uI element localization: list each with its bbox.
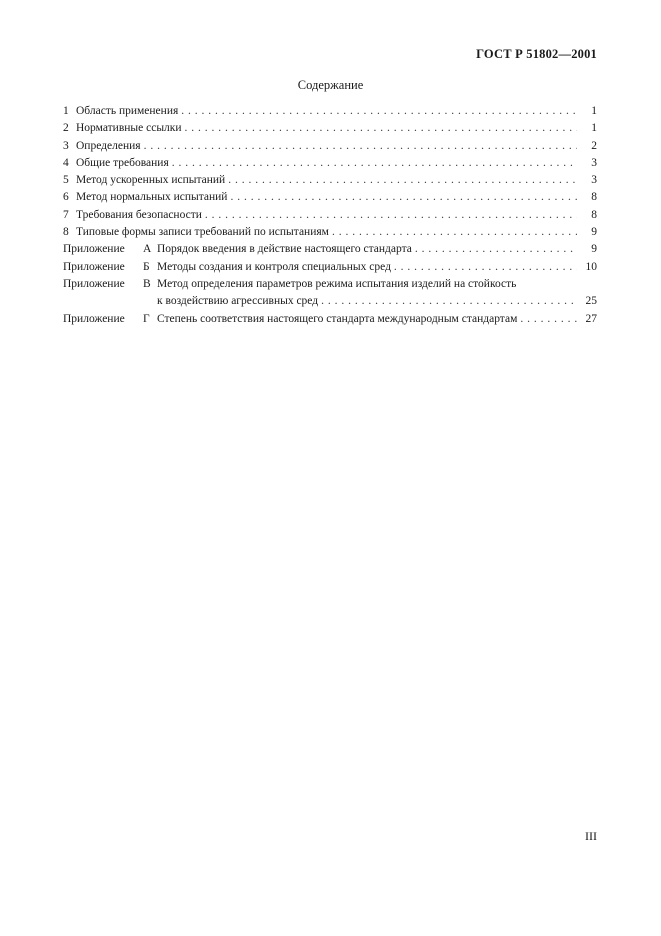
page-number: III	[585, 829, 597, 843]
toc-entry[interactable]	[63, 138, 597, 155]
toc-leader-dots	[205, 207, 577, 224]
toc-entry-number: 8	[63, 226, 69, 239]
toc-entry-title: Область применения	[76, 105, 179, 117]
appendix-page: 10	[585, 260, 597, 273]
toc-entry-title: Требования безопасности	[76, 208, 202, 221]
toc-entry-page: 1	[591, 122, 597, 135]
toc-entry-page: 8	[591, 191, 597, 204]
toc-entry-title: Определения	[76, 139, 141, 152]
appendix-letter: Г	[143, 312, 150, 325]
toc-entry-title: Типовые формы записи требований по испытаниям	[76, 226, 329, 239]
toc-leader-dots	[144, 138, 577, 155]
appendix-letter: В	[143, 277, 151, 290]
appendix-title: Метод определения параметров режима испытания изделий на стойкость	[157, 277, 517, 290]
toc-entry-page: 9	[591, 226, 597, 239]
appendix-page: 9	[591, 243, 597, 256]
toc-entry-title: Метод нормальных испытаний	[76, 191, 228, 204]
toc-leader-dots	[228, 172, 577, 189]
appendix-page: 27	[585, 312, 597, 325]
toc-entry[interactable]	[63, 103, 597, 120]
toc-entry-number: 7	[63, 208, 69, 221]
toc-entry-page: 1	[591, 105, 597, 117]
appendix-letter: Б	[143, 260, 150, 273]
toc-leader-dots	[172, 155, 577, 172]
appendix-title-continuation: к воздействию агрессивных сред	[157, 295, 319, 308]
toc-entry-number: 4	[63, 156, 69, 169]
appendix-label: Приложение	[63, 243, 125, 256]
appendix-letter: А	[143, 243, 152, 256]
toc-entry-number: 1	[63, 105, 69, 117]
toc-appendix-entry-continuation[interactable]	[63, 293, 597, 310]
appendix-title: Методы создания и контроля специальных сред	[157, 260, 391, 273]
toc-appendix-entry[interactable]	[63, 276, 597, 293]
toc-leader-dots	[181, 103, 577, 120]
toc-leader-dots	[394, 259, 577, 276]
toc-entry-number: 5	[63, 174, 69, 187]
toc-entry-page: 3	[591, 174, 597, 187]
appendix-page: 25	[585, 295, 597, 308]
toc-entry[interactable]	[63, 189, 597, 206]
toc-entry-title: Общие требования	[76, 156, 169, 169]
toc-leader-dots	[321, 293, 577, 310]
table-of-contents	[63, 103, 597, 328]
appendix-label: Приложение	[63, 277, 125, 290]
toc-appendix-entry[interactable]	[63, 259, 597, 276]
toc-entry[interactable]	[63, 172, 597, 189]
toc-leader-dots	[230, 189, 577, 206]
toc-entry[interactable]	[63, 207, 597, 224]
toc-entry-title: Нормативные ссылки	[76, 122, 182, 135]
document-header: ГОСТ Р 51802—2001	[476, 47, 597, 61]
toc-title: Содержание	[297, 78, 364, 92]
toc-leader-dots	[415, 241, 577, 258]
toc-entry-page: 2	[591, 139, 597, 152]
toc-leader-dots	[520, 311, 577, 328]
toc-entry[interactable]	[63, 224, 597, 241]
toc-leader-dots	[185, 120, 577, 137]
appendix-label: Приложение	[63, 312, 125, 325]
toc-entry-page: 3	[591, 156, 597, 169]
appendix-title: Степень соответствия настоящего стандарта международным стандартам	[157, 312, 518, 325]
toc-entry-title: Метод ускоренных испытаний	[76, 174, 226, 187]
toc-entry-number: 2	[63, 122, 69, 135]
toc-entry-number: 3	[63, 139, 69, 152]
toc-entry[interactable]	[63, 120, 597, 137]
toc-entry-number: 6	[63, 191, 69, 204]
appendix-label: Приложение	[63, 260, 125, 273]
toc-appendix-entry[interactable]	[63, 311, 597, 328]
toc-entry[interactable]	[63, 155, 597, 172]
toc-leader-dots	[332, 224, 577, 241]
toc-appendix-entry[interactable]	[63, 241, 597, 258]
toc-entry-page: 8	[591, 208, 597, 221]
appendix-title: Порядок введения в действие настоящего стандарта	[157, 243, 412, 256]
